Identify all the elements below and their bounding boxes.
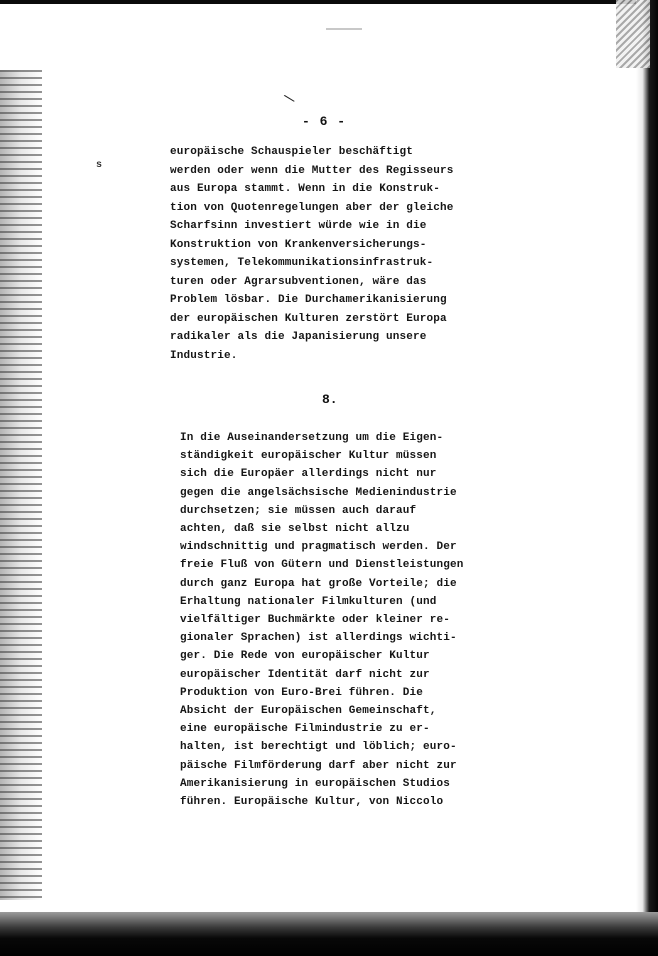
scan-top-edge	[0, 0, 658, 4]
text-line: europäische Schauspieler beschäftigt	[170, 146, 414, 158]
text-line: halten, ist berechtigt und löblich; euro-	[180, 741, 457, 754]
scan-speck	[326, 28, 362, 30]
text-line: aus Europa stammt. Wenn in die Konstruk-	[170, 183, 441, 195]
text-line: durch ganz Europa hat große Vorteile; die	[180, 577, 457, 590]
text-line: achten, daß sie selbst nicht allzu	[180, 523, 410, 536]
text-line: sich die Europäer allerdings nicht nur	[180, 468, 437, 481]
paragraph-two	[180, 429, 464, 811]
stray-pen-mark: \	[282, 90, 298, 110]
text-line: In die Auseinandersetzung um die Eigen-	[180, 432, 444, 444]
text-line: Problem lösbar. Die Durchamerikanisierung	[170, 294, 447, 306]
scan-bottom-edge	[0, 912, 658, 956]
text-line: europäischer Identität darf nicht zur	[180, 668, 430, 681]
text-line: werden oder wenn die Mutter des Regisseurs	[170, 164, 454, 177]
text-line: freie Fluß von Gütern und Dienstleistungen	[180, 559, 464, 572]
text-line: Produktion von Euro-Brei führen. Die	[180, 686, 424, 699]
text-line: Erhaltung nationaler Filmkulturen (und	[180, 595, 437, 608]
text-line: windschnittig und pragmatisch werden. Der	[180, 541, 457, 554]
text-line: Amerikanisierung in europäischen Studios	[180, 777, 451, 790]
page-number: - 6 -	[302, 114, 347, 129]
text-line: gegen die angelsächsische Medienindustrie	[180, 486, 457, 499]
margin-mark: s	[96, 160, 103, 171]
text-line: der europäischen Kulturen zerstört Europa	[170, 312, 447, 325]
text-line: gionaler Sprachen) ist allerdings wichti-	[180, 632, 457, 645]
text-line: Scharfsinn investiert würde wie in die	[170, 220, 427, 232]
text-line: Industrie.	[170, 349, 238, 362]
text-line: Konstruktion von Krankenversicherungs-	[170, 238, 427, 251]
text-line: Absicht der Europäischen Gemeinschaft,	[180, 705, 437, 718]
text-line: durchsetzen; sie müssen auch darauf	[180, 504, 417, 517]
text-line: vielfältiger Buchmärkte oder kleiner re-	[180, 614, 451, 627]
text-line: führen. Europäische Kultur, von Niccolo	[180, 796, 444, 809]
text-line: eine europäische Filmindustrie zu er-	[180, 723, 430, 736]
text-line: päische Filmförderung darf aber nicht zur	[180, 759, 457, 772]
section-number: 8.	[322, 392, 338, 407]
text-line: tion von Quotenregelungen aber der gleiche	[170, 201, 454, 214]
text-line: turen oder Agrarsubventionen, wäre das	[170, 275, 427, 288]
text-line: ger. Die Rede von europäischer Kultur	[180, 650, 430, 663]
text-line: systemen, Telekommunikationsinfrastruk-	[170, 257, 434, 269]
text-line: radikaler als die Japanisierung unsere	[170, 331, 427, 343]
paragraph-one	[170, 143, 454, 365]
scan-corner-mark	[616, 0, 650, 68]
text-line: ständigkeit europäischer Kultur müssen	[180, 450, 437, 463]
scan-left-edge	[0, 70, 42, 900]
scan-right-edge	[636, 0, 658, 956]
